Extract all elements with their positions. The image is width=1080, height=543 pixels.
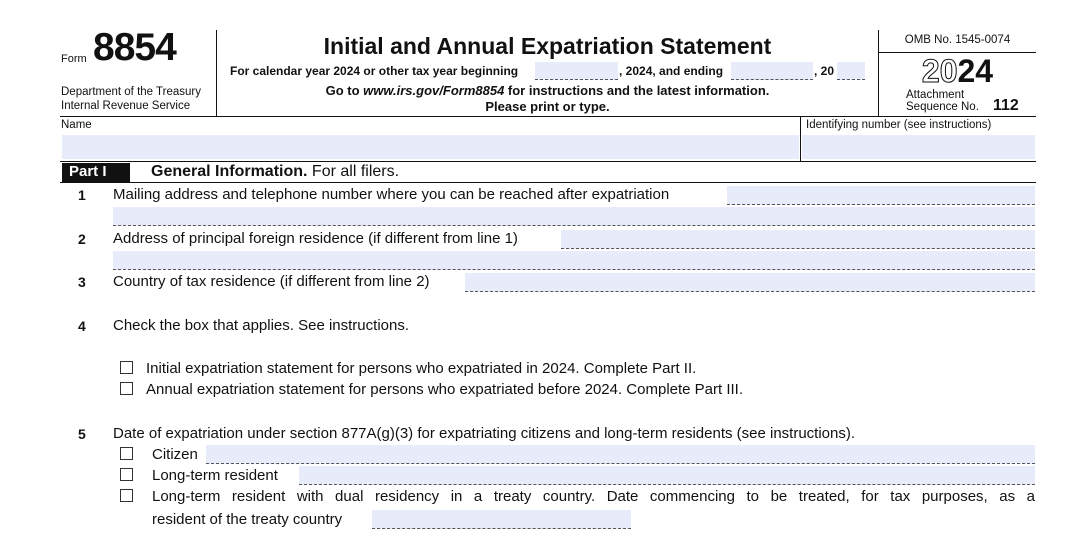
treaty-resident-label-cont: resident of the treaty country	[152, 511, 343, 528]
citizen-date-input[interactable]	[206, 445, 1035, 464]
line-1-text: Mailing address and telephone number where you can be reached after expatriation	[113, 186, 670, 203]
foreign-residence-input-1[interactable]	[561, 230, 1035, 249]
agency-line: Internal Revenue Service	[61, 100, 191, 112]
initial-statement-checkbox[interactable]	[120, 361, 133, 374]
print-note: Please print or type.	[485, 99, 610, 114]
line-3-number: 3	[78, 274, 86, 290]
department-line: Department of the Treasury	[61, 86, 201, 98]
instructions-prefix: Go to	[325, 83, 364, 98]
tax-year-begin-input[interactable]	[535, 62, 618, 80]
form-title: Initial and Annual Expatriation Statement	[323, 33, 772, 59]
identifying-number-input[interactable]	[802, 135, 1035, 159]
line-4-number: 4	[78, 318, 86, 334]
name-row-top-border	[60, 116, 1036, 117]
name-row-bottom-border	[60, 161, 1036, 162]
citizen-checkbox[interactable]	[120, 447, 133, 460]
mailing-address-input-1[interactable]	[727, 186, 1035, 205]
line-2-number: 2	[78, 231, 86, 247]
tax-year-display	[879, 53, 1036, 89]
tax-year-prefix: , 20	[814, 64, 835, 78]
line-1-number: 1	[78, 187, 86, 203]
form-number: 8854	[93, 26, 176, 69]
instructions-line	[217, 83, 878, 98]
long-term-resident-date-input[interactable]	[299, 466, 1035, 485]
omb-number: OMB No. 1545-0074	[904, 34, 1011, 46]
initial-statement-label: Initial expatriation statement for persons who expatriated in 2024. Complete Part II.	[146, 360, 697, 377]
tax-year-mid-text: , 2024, and ending	[619, 64, 724, 78]
year-bold-digits: 24	[957, 53, 994, 89]
name-row-divider	[800, 116, 801, 161]
part-i-subtitle: For all filers.	[307, 163, 400, 180]
part-i-bottom-border	[60, 182, 1036, 183]
tax-year-end-input[interactable]	[731, 62, 813, 80]
treaty-resident-date-input[interactable]	[372, 510, 631, 529]
annual-statement-label: Annual expatriation statement for persons who expatriated before 2024. Complete Part III.	[146, 381, 744, 398]
instructions-suffix: for instructions and the latest information.	[504, 83, 770, 98]
part-i-title	[151, 163, 399, 181]
line-5-number: 5	[78, 426, 86, 442]
line-2-text: Address of principal foreign residence (if different from line 1)	[113, 230, 518, 247]
instructions-url[interactable]: www.irs.gov/Form8854	[363, 83, 505, 98]
line-3-text: Country of tax residence (if different from line 2)	[113, 273, 430, 290]
name-input[interactable]	[62, 135, 799, 159]
long-term-resident-checkbox[interactable]	[120, 468, 133, 481]
identifying-number-label: Identifying number (see instructions)	[806, 119, 992, 131]
annual-statement-checkbox[interactable]	[120, 382, 133, 395]
treaty-resident-label: Long-term resident with dual residency in a treaty country. Date commencing to be treated, for tax purposes, as a	[152, 488, 1035, 505]
tax-year-suffix-input[interactable]	[837, 62, 865, 80]
part-i-title-bold: General Information.	[151, 163, 308, 180]
line-4-text: Check the box that applies. See instructions.	[113, 317, 410, 334]
attachment-label: Attachment	[906, 89, 965, 101]
name-label: Name	[61, 119, 92, 131]
mailing-address-input-2[interactable]	[113, 207, 1035, 226]
year-outline-digits: 20	[921, 53, 958, 89]
form-label: Form	[61, 53, 87, 65]
citizen-label: Citizen	[152, 446, 198, 463]
foreign-residence-input-2[interactable]	[113, 251, 1035, 270]
sequence-number: 112	[993, 97, 1019, 114]
line-5-text: Date of expatriation under section 877A(g)(3) for expatriating citizens and long-term residents (see instructions).	[113, 425, 856, 442]
part-i-label: Part I	[69, 163, 107, 180]
calendar-year-text: For calendar year 2024 or other tax year beginning	[230, 64, 519, 78]
sequence-label: Sequence No.	[906, 101, 979, 113]
tax-residence-country-input[interactable]	[465, 273, 1035, 292]
treaty-resident-checkbox[interactable]	[120, 489, 133, 502]
long-term-resident-label: Long-term resident	[152, 467, 278, 484]
